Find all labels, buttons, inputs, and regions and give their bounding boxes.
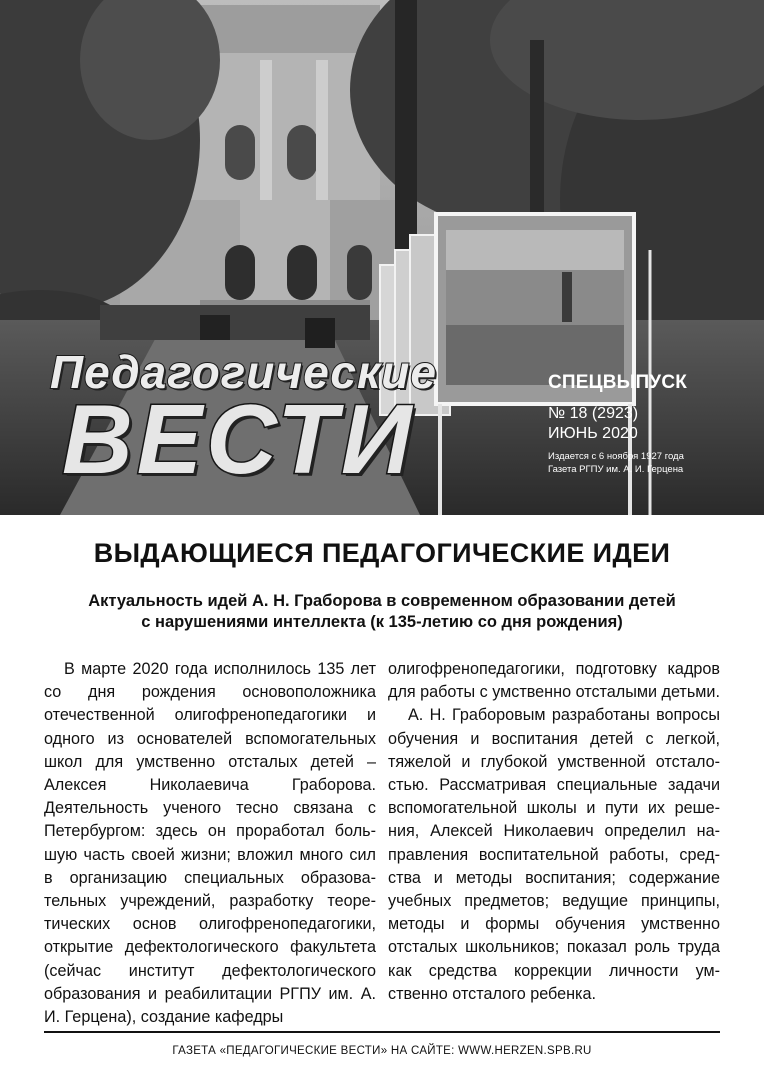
issue-info (548, 404, 638, 444)
published-since: Издается с 6 ноября 1927 года (548, 451, 684, 462)
footer-divider (44, 1031, 720, 1033)
masthead (0, 0, 764, 515)
article-headline: ВЫДАЮЩИЕСЯ ПЕДАГОГИЧЕСКИЕ ИДЕИ (93, 538, 671, 568)
article-column-right (388, 658, 720, 1006)
publication-info (548, 451, 684, 477)
issue-date: ИЮНЬ 2020 (548, 425, 638, 442)
special-issue-label: СПЕЦВЫПУСК (548, 372, 688, 393)
masthead-title-line1: Педагогические (50, 346, 437, 398)
issue-number: № 18 (2923) (548, 405, 639, 422)
paragraph: В марте 2020 года исполнилось 135 лет со дня рождения основоположника отечественной олигофренопедагогики и одного из основателей вспомогательных школ для умственно отсталых детей – Алексея Николаевича Граборова. Деятельность ученого тесно связана с Петербургом: здесь он проработал большую часть своей жизни; вложил много сил в организацию специальных образовательных учреждений, разработку теоретических основ олигофренопедагогики, открытие дефектологического факультета (сейчас институт дефектологического образования и реабилитации РГПУ им. А. И. Герцена), создание кафедры (44, 660, 376, 1027)
article-subhead (60, 591, 704, 634)
footer-text: ГАЗЕТА «ПЕДАГОГИЧЕСКИЕ ВЕСТИ» НА САЙТЕ: WWW.HERZEN.SPB.RU (172, 1045, 592, 1057)
article-subhead-line1: Актуальность идей А. Н. Граборова в современном образовании детей (88, 592, 676, 610)
article-column-left (44, 658, 376, 1029)
article-subhead-line2: с нарушениями интеллекта (к 135-летию со дня рождения) (141, 613, 623, 632)
paragraph: А. Н. Граборовым разработаны вопросы обучения и воспитания детей с легкой, тяжелой и глубокой умственной отсталостью. Рассматривая специальные задачи вспомогательной школы и пути их решения, Алексей Николаевич определил направления воспитательной работы, средства и методы воспитания; содержание учебных предметов; ведущие принципы, методы и формы обучения умственно отсталых школьников; показал роль труда как средства коррекции личности умственно отсталого ребенка. (388, 706, 720, 1003)
publisher: Газета РГПУ им. А. И. Герцена (548, 463, 684, 475)
paragraph: олигофренопедагогики, подготовку кадров для работы с умственно отсталыми детьми. (388, 660, 720, 702)
masthead-title-line2: ВЕСТИ (62, 384, 416, 494)
